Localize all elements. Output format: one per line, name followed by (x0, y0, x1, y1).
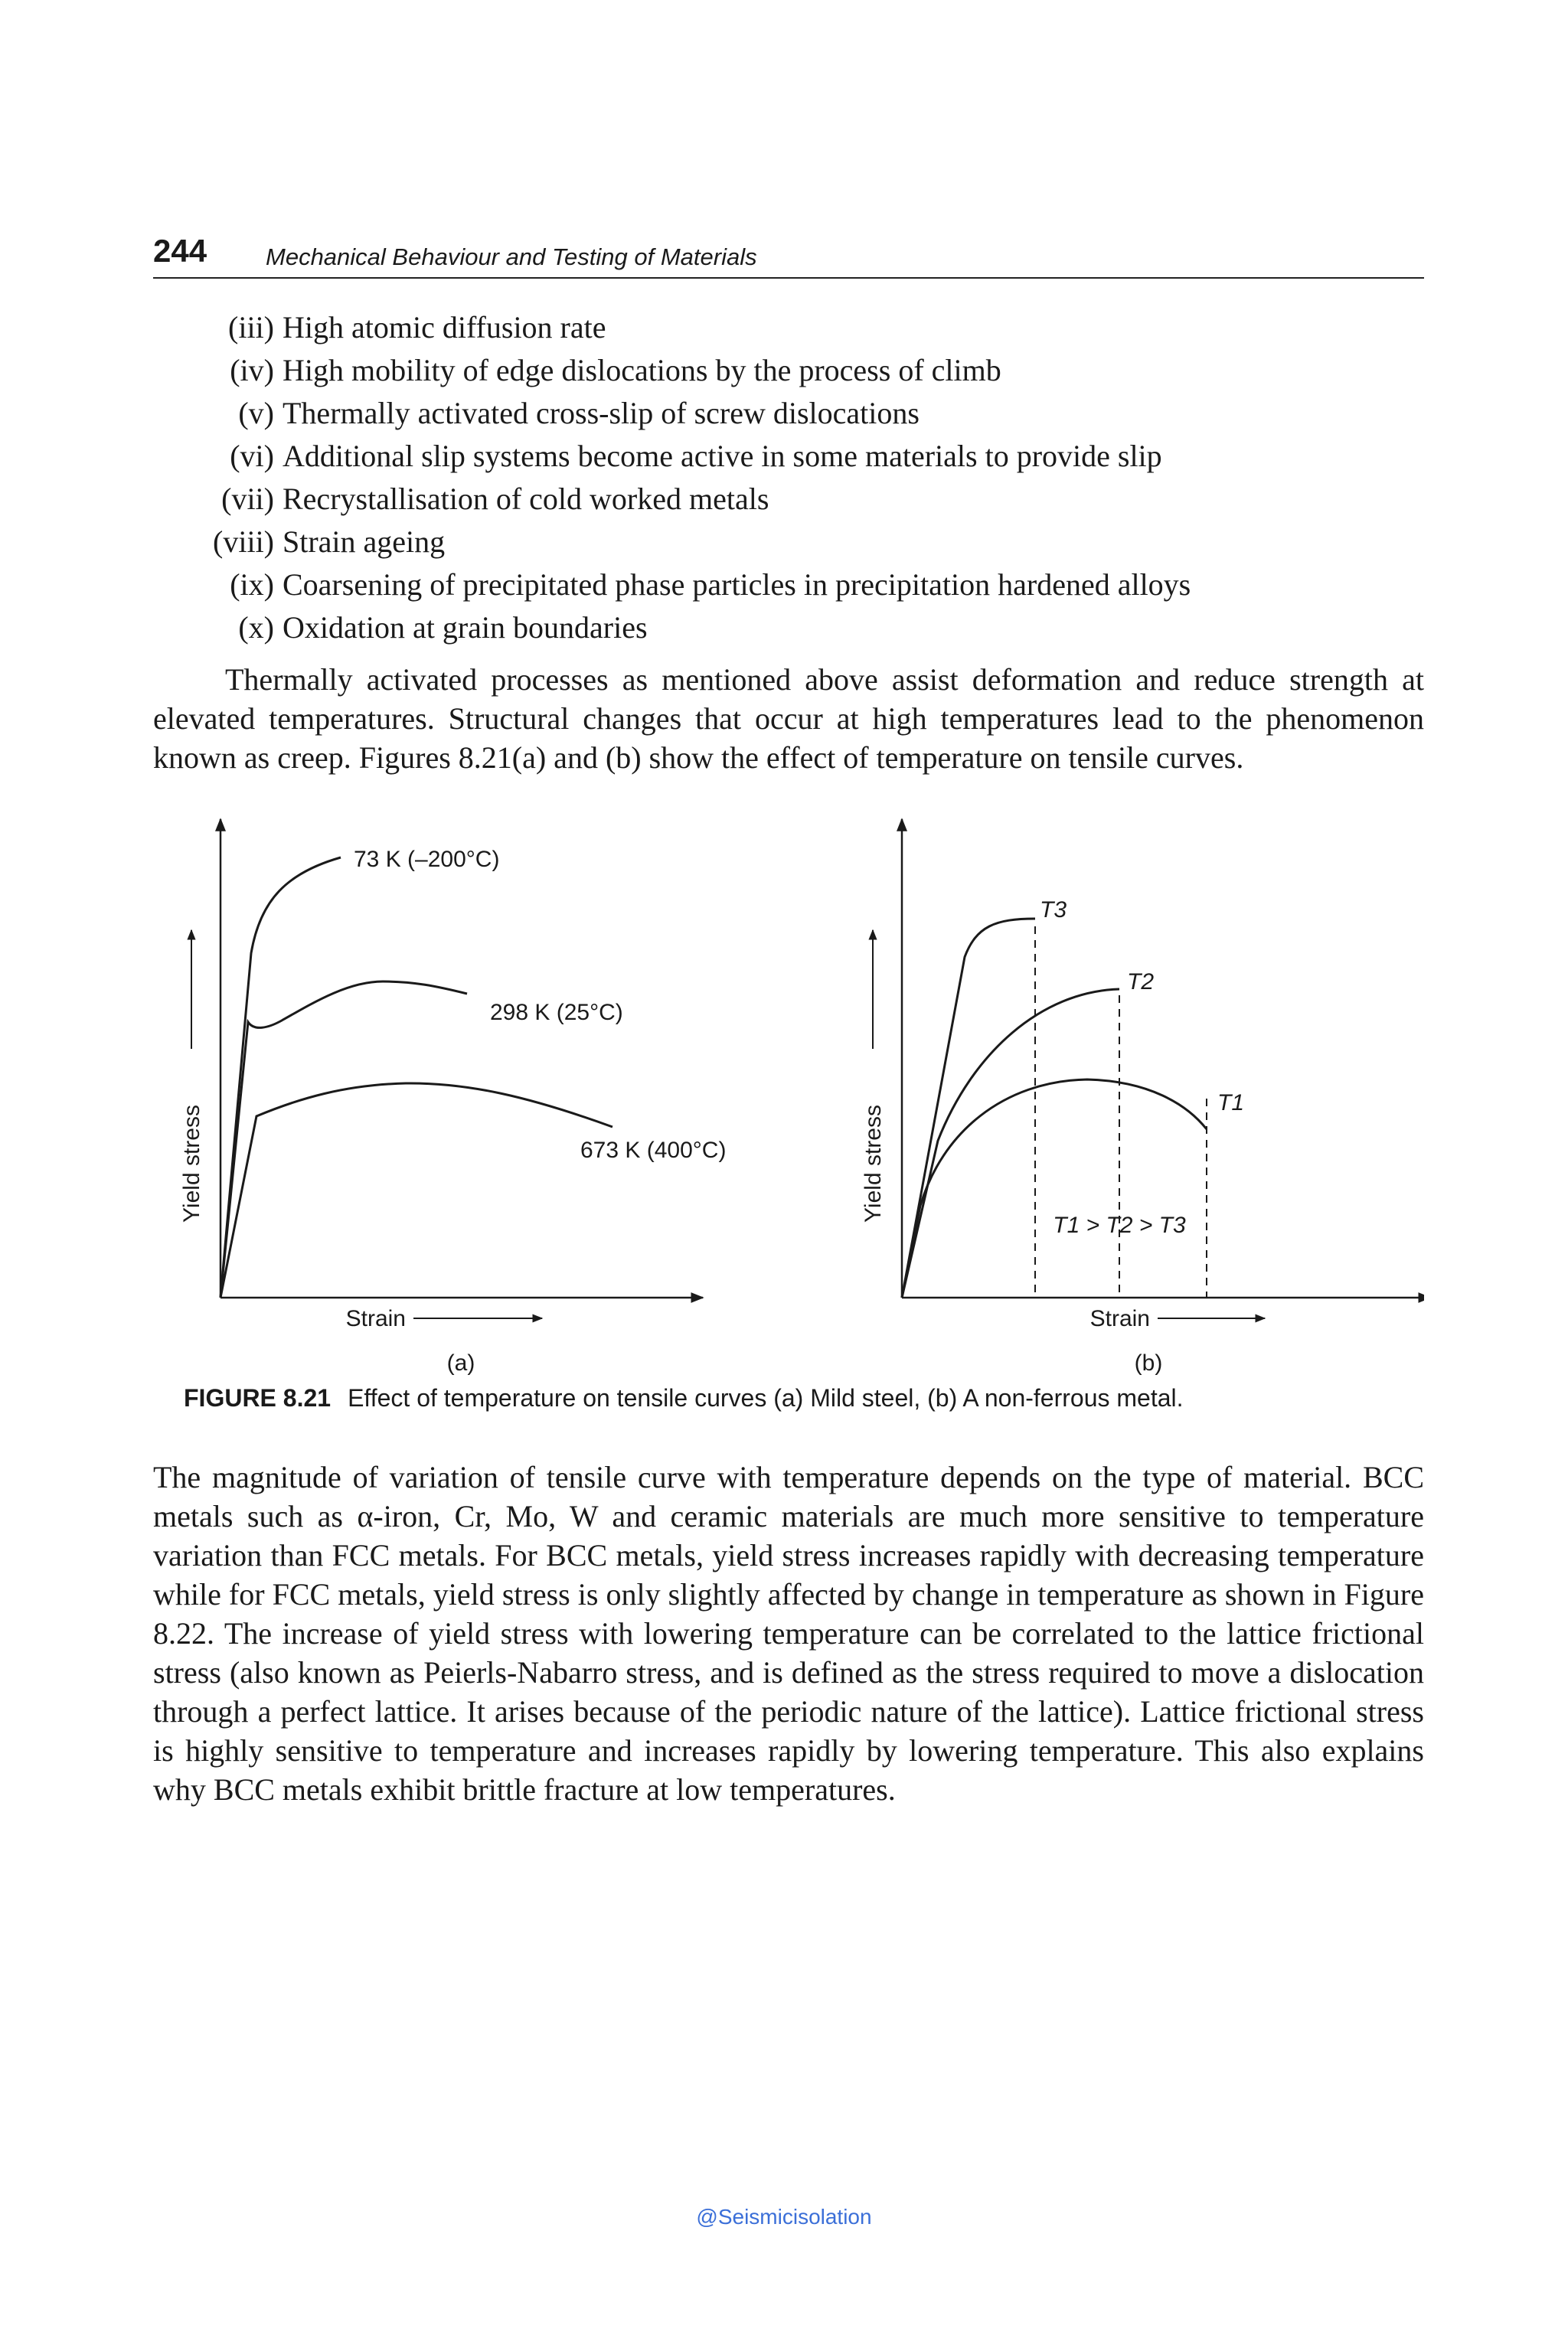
curve-t3-label: T3 (1040, 897, 1067, 923)
curve-t3 (902, 919, 1035, 1298)
running-title: Mechanical Behaviour and Testing of Materials (266, 243, 757, 270)
list-item (153, 392, 1424, 435)
watermark: @Seismicisolation (696, 2205, 872, 2229)
curve-298k (220, 981, 467, 1298)
panel-b (861, 819, 1424, 1376)
curve-t2 (902, 989, 1119, 1298)
figure-caption-label: FIGURE 8.21 (184, 1384, 332, 1412)
body-paragraph: Thermally activated processes as mentioned above assist deformation and reduce strength at elevated temperatures. Structural changes that occur at high temperatures lead to the phenomenon known as creep. Figures 8.21(a) and (b) show the effect of temperature on tensile curves. (153, 662, 1424, 775)
panel-b-label: (b) (1134, 1350, 1163, 1376)
curve-673k-label: 673 K (400°C) (580, 1138, 727, 1163)
list-item-text: Oxidation at grain boundaries (283, 610, 648, 645)
panel-a-ylabel: Yield stress (179, 1105, 204, 1223)
list-item-text: Coarsening of precipitated phase particles in precipitation hardened alloys (283, 567, 1191, 602)
list-item (153, 521, 1424, 563)
temperature-order-annotation: T1 > T2 > T3 (1053, 1213, 1186, 1238)
curve-t1-label: T1 (1217, 1090, 1245, 1115)
page-header (153, 230, 1424, 279)
list-item-text: Recrystallisation of cold worked metals (283, 482, 769, 516)
list-item-number: (v) (238, 396, 274, 430)
list-item-number: (viii) (213, 524, 274, 559)
curve-t2-label: T2 (1127, 969, 1155, 994)
list-item-number: (vi) (230, 439, 274, 473)
curve-298k-label: 298 K (25°C) (490, 1000, 623, 1025)
list-item (153, 306, 1424, 349)
panel-b-ylabel: Yield stress (861, 1105, 886, 1223)
list-item-text: High atomic diffusion rate (283, 310, 606, 345)
curve-t1 (902, 1079, 1207, 1298)
list-item-text: High mobility of edge dislocations by the process of climb (283, 353, 1001, 387)
list-item-text: Thermally activated cross-slip of screw dislocations (283, 396, 920, 430)
list-item (153, 478, 1424, 521)
list-item-number: (ix) (230, 567, 274, 602)
list-item-number: (x) (238, 610, 274, 645)
list-item-number: (iv) (230, 353, 274, 387)
figure-caption-text: Effect of temperature on tensile curves (a) Mild steel, (b) A non-ferrous metal. (348, 1384, 1184, 1412)
panel-a-xlabel: Strain (345, 1306, 406, 1331)
curve-673k (220, 1083, 612, 1298)
panel-a (179, 819, 726, 1376)
list-item-number: (iii) (228, 310, 274, 345)
list-item-text: Additional slip systems become active in some materials to provide slip (283, 439, 1162, 473)
panel-a-label: (a) (446, 1350, 475, 1376)
numbered-list (153, 306, 1424, 649)
list-item (153, 563, 1424, 606)
curve-73k-label: 73 K (–200°C) (354, 847, 500, 872)
list-item-text: Strain ageing (283, 524, 446, 559)
curve-73k (220, 857, 341, 1298)
list-item (153, 606, 1424, 649)
body-paragraph: The magnitude of variation of tensile curve with temperature depends on the type of material. BCC metals such as α-iron, Cr, Mo, W and ceramic materials are much more sensitive to temperature variation than FCC metals. For BCC metals, yield stress increases rapidly with decreasing temperature while for FCC metals, yield stress is only slightly affected by change in temperature as shown in Figure 8.22. The increase of yield stress with lowering temperature can be correlated to the lattice frictional stress (also known as Peierls-Nabarro stress, and is defined as the stress required to move a dislocation through a perfect lattice. It arises because of the periodic nature of the lattice). Lattice frictional stress is highly sensitive to temperature and increases rapidly by lowering temperature. This also explains why BCC metals exhibit brittle fracture at low temperatures. (153, 1460, 1424, 1807)
figure-caption (184, 1384, 1184, 1412)
page-number: 244 (153, 233, 207, 269)
list-item-number: (vii) (221, 482, 274, 516)
figure-8-21 (153, 812, 1424, 1393)
list-item (153, 435, 1424, 478)
panel-b-xlabel: Strain (1089, 1306, 1150, 1331)
figure-svg (153, 812, 1424, 1393)
list-item (153, 349, 1424, 392)
